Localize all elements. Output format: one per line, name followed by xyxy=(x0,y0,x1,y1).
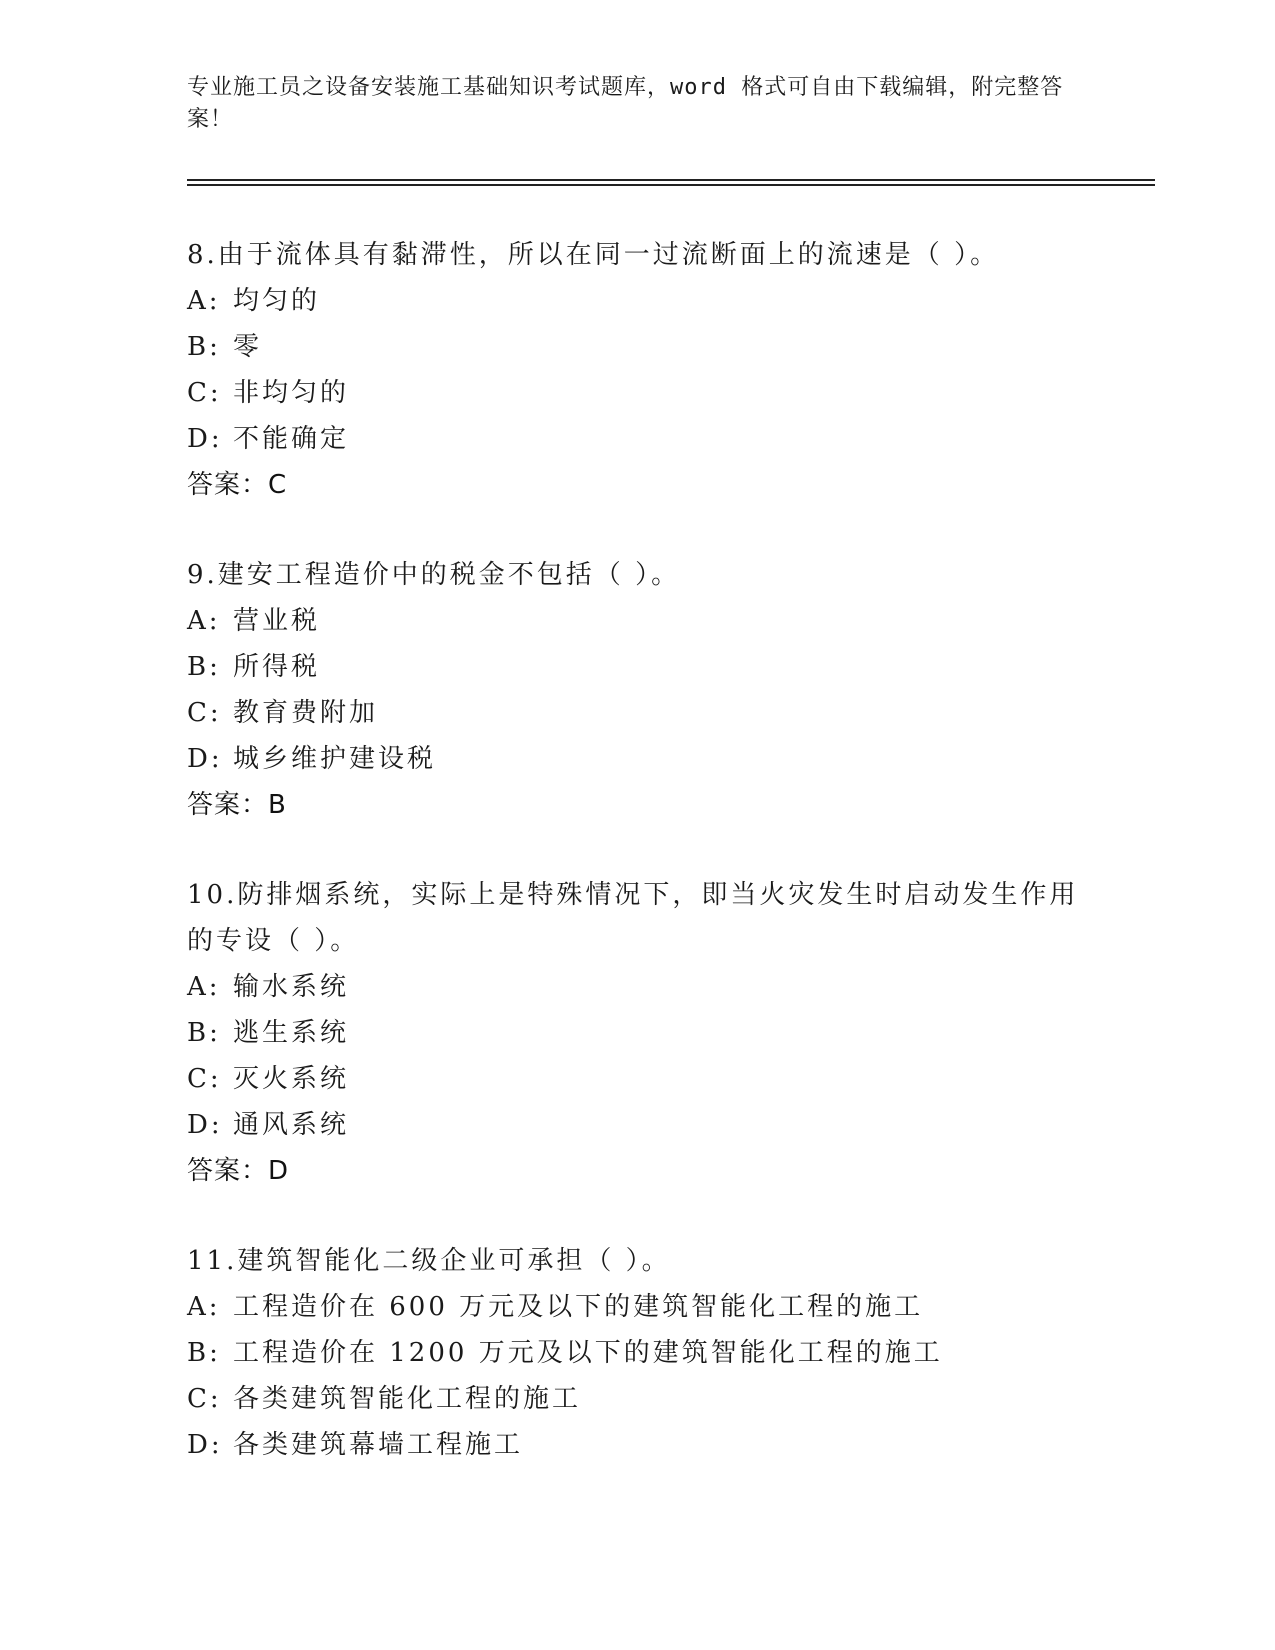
answer-label: 答案：C xyxy=(187,470,288,500)
option-d xyxy=(187,1102,1087,1148)
option-letter: D: xyxy=(187,1110,223,1140)
option-text: 零 xyxy=(233,332,263,362)
answer-label: 答案：D xyxy=(187,1156,290,1186)
option-letter: D: xyxy=(187,424,223,454)
option-c xyxy=(187,370,1087,416)
option-text: 城乡维护建设税 xyxy=(233,744,437,774)
option-text: 所得税 xyxy=(233,652,321,682)
option-c xyxy=(187,1376,1087,1422)
option-a xyxy=(187,964,1087,1010)
option-letter: C: xyxy=(187,378,222,408)
header-divider-bottom xyxy=(187,184,1155,186)
question-stem: 9.建安工程造价中的税金不包括（ ）。 xyxy=(187,560,681,590)
option-letter: D: xyxy=(187,1430,223,1460)
option-letter: A: xyxy=(187,1292,221,1322)
option-letter: B: xyxy=(187,332,221,362)
option-text: 非均匀的 xyxy=(233,378,350,408)
option-text: 均匀的 xyxy=(233,286,321,316)
option-text: 逃生系统 xyxy=(233,1018,350,1048)
option-a xyxy=(187,278,1087,324)
option-letter: D: xyxy=(187,744,223,774)
option-d xyxy=(187,1422,1087,1468)
option-text: 营业税 xyxy=(233,606,321,636)
question-stem: 8.由于流体具有黏滞性，所以在同一过流断面上的流速是（ ）。 xyxy=(187,240,1000,270)
option-d xyxy=(187,416,1087,462)
question-stem: 11.建筑智能化二级企业可承担（ ）。 xyxy=(187,1246,671,1276)
option-text: 通风系统 xyxy=(233,1110,350,1140)
option-b xyxy=(187,1330,1087,1376)
header-note: 专业施工员之设备安装施工基础知识考试题库，word 格式可自由下载编辑，附完整答案！ xyxy=(187,75,1064,132)
option-text: 工程造价在 1200 万元及以下的建筑智能化工程的施工 xyxy=(233,1338,943,1368)
question-8 xyxy=(187,232,1087,508)
question-9 xyxy=(187,552,1087,828)
option-letter: A: xyxy=(187,606,221,636)
option-text: 工程造价在 600 万元及以下的建筑智能化工程的施工 xyxy=(233,1292,924,1322)
option-letter: C: xyxy=(187,1064,222,1094)
option-text: 不能确定 xyxy=(233,424,350,454)
answer-label: 答案：B xyxy=(187,790,287,820)
option-text: 教育费附加 xyxy=(233,698,379,728)
option-b xyxy=(187,644,1087,690)
option-letter: C: xyxy=(187,698,222,728)
option-b xyxy=(187,1010,1087,1056)
header-divider-top xyxy=(187,179,1155,181)
option-text: 输水系统 xyxy=(233,972,350,1002)
option-letter: B: xyxy=(187,1338,221,1368)
option-d xyxy=(187,736,1087,782)
option-a xyxy=(187,1284,1087,1330)
question-10 xyxy=(187,872,1087,1194)
option-text: 灭火系统 xyxy=(233,1064,350,1094)
option-text: 各类建筑幕墙工程施工 xyxy=(233,1430,524,1460)
option-c xyxy=(187,690,1087,736)
option-letter: B: xyxy=(187,652,221,682)
option-letter: A: xyxy=(187,286,221,316)
option-letter: A: xyxy=(187,972,221,1002)
option-text: 各类建筑智能化工程的施工 xyxy=(233,1384,582,1414)
option-letter: B: xyxy=(187,1018,221,1048)
option-a xyxy=(187,598,1087,644)
option-letter: C: xyxy=(187,1384,222,1414)
option-b xyxy=(187,324,1087,370)
question-stem: 10.防排烟系统，实际上是特殊情况下，即当火灾发生时启动发生作用的专设（ ）。 xyxy=(187,880,1079,956)
question-11 xyxy=(187,1238,1087,1468)
option-c xyxy=(187,1056,1087,1102)
